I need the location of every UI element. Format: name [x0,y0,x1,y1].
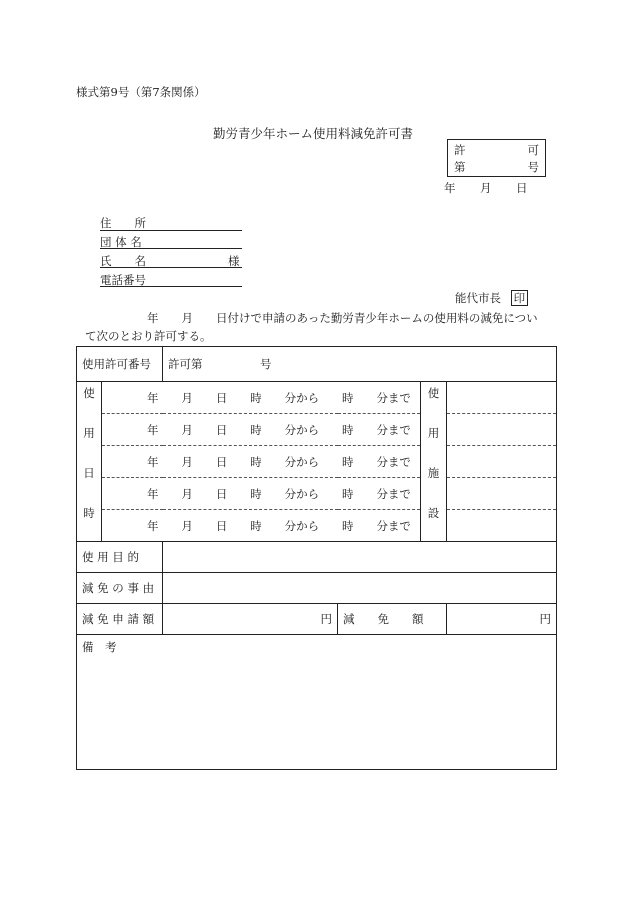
usage-slot-3 [102,446,421,478]
slot-unit: 分から [284,486,320,501]
reason-value [163,573,557,604]
form-number: 様式第9号（第7条関係） [76,85,206,99]
usage-date-char-4: 時 [83,506,95,520]
slot-unit: 年 [147,454,159,469]
facility-slot-5 [447,510,557,542]
phone-line [100,286,242,287]
usage-slot-2 [102,414,421,446]
usage-datetime-label [77,382,102,542]
facility-char-1: 使 [427,386,440,400]
issuer [455,290,528,306]
purpose-value [163,542,557,573]
group-name-label: 団 体 名 [100,235,142,249]
facility-slot-1 [447,382,557,414]
slot-unit: 分まで [376,518,411,533]
slot-unit: 時 [250,486,262,501]
usage-slot-4 [102,478,421,510]
usage-slot-row [77,478,557,510]
requested-amount-yen: 円 [163,604,338,635]
usage-date-char-3: 日 [83,466,95,480]
issue-month: 月 [480,181,492,195]
amount-row [77,604,557,635]
slot-unit: 月 [181,422,193,437]
slot-unit: 分から [284,454,320,469]
usage-slot-5 [102,510,421,542]
body-text-line2: て次のとおり許可する。 [85,329,212,343]
permit-dai: 第 [454,160,466,174]
remarks-row [77,635,557,770]
usage-slot-1 [102,382,421,414]
permit-number-value: 許可第 号 [163,347,557,382]
facility-char-3: 施 [427,466,440,480]
issue-year: 年 [444,181,456,195]
permit-go: 号 [527,160,539,174]
slot-unit: 分から [284,390,320,405]
reason-label: 減 免 の 事 由 [77,573,163,604]
permit-form-table [76,346,557,770]
permit-number-box [447,139,546,177]
permit-number-label: 使用許可番号 [77,347,163,382]
slot-unit: 分まで [376,486,411,501]
purpose-row [77,542,557,573]
slot-unit: 時 [250,422,262,437]
slot-unit: 分から [284,422,320,437]
slot-unit: 分から [284,518,320,533]
usage-date-char-2: 用 [83,426,95,440]
slot-unit: 分まで [376,422,411,437]
slot-unit: 日 [215,518,228,533]
slot-unit: 分まで [376,454,411,469]
address-label: 住 所 [100,216,146,230]
slot-unit: 日 [215,454,228,469]
group-name-line [100,248,242,249]
honorific: 様 [228,254,240,268]
remarks-label: 備 考 [77,635,557,770]
slot-unit: 日 [215,422,228,437]
permit-kyo: 許 [454,143,466,157]
slot-unit: 月 [181,454,193,469]
slot-unit: 月 [181,390,193,405]
body-text-line1: 年 月 日付けで申請のあった勤労青少年ホームの使用料の減免につい [147,311,538,325]
facility-slot-2 [447,414,557,446]
slot-unit: 月 [181,518,193,533]
name-line [100,267,242,268]
purpose-label: 使 用 目 的 [77,542,163,573]
address-line [100,230,242,231]
slot-unit: 時 [342,518,354,533]
reduction-amount-yen: 円 [447,604,557,635]
facility-label [421,382,447,542]
slot-unit: 時 [342,422,354,437]
slot-unit: 月 [181,486,193,501]
seal-mark: 印 [511,290,529,306]
slot-unit: 時 [250,390,262,405]
facility-slot-4 [447,478,557,510]
usage-slot-row [77,510,557,542]
document-title: 勤労青少年ホーム使用料減免許可書 [213,126,414,141]
usage-slot-row [77,382,557,414]
slot-unit: 分まで [376,390,411,405]
slot-unit: 年 [147,390,159,405]
slot-unit: 時 [342,454,354,469]
reduction-amount-label: 減 免 額 [338,604,447,635]
reason-row [77,573,557,604]
usage-slot-row [77,414,557,446]
requested-amount-label: 減 免 申 請 額 [77,604,163,635]
slot-unit: 時 [250,454,262,469]
name-label: 氏 名 [100,254,146,268]
permit-ka: 可 [527,143,539,157]
slot-unit: 日 [215,390,228,405]
slot-unit: 時 [342,390,354,405]
usage-slot-row [77,446,557,478]
facility-char-2: 用 [427,426,440,440]
issue-day: 日 [516,181,528,195]
slot-unit: 年 [147,486,159,501]
usage-date-char-1: 使 [83,386,95,400]
facility-char-4: 設 [427,506,440,520]
slot-unit: 年 [147,518,159,533]
slot-unit: 時 [342,486,354,501]
slot-unit: 時 [250,518,262,533]
permit-number-row [77,347,557,382]
slot-unit: 年 [147,422,159,437]
facility-slot-3 [447,446,557,478]
phone-label: 電話番号 [100,273,146,287]
issuer-name: 能代市長 [455,291,501,305]
slot-unit: 日 [215,486,228,501]
